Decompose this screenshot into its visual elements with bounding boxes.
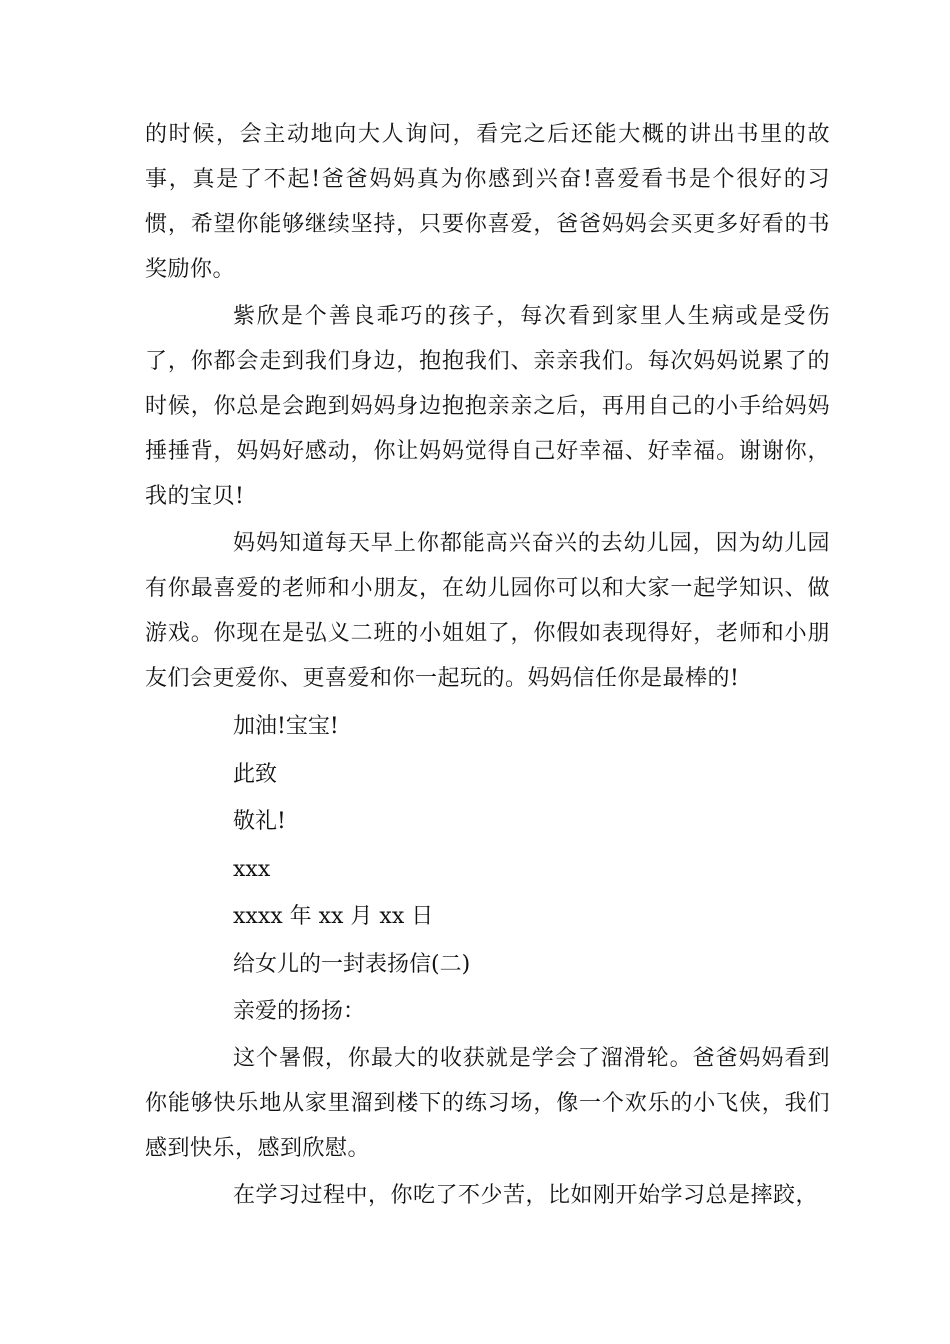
paragraph-4: 这个暑假，你最大的收获就是学会了溜滑轮。爸爸妈妈看到你能够快乐地从家里溜到楼下的练习场，像一个欢乐的小飞侠，我们感到快乐，感到欣慰。: [145, 1045, 830, 1161]
paragraph-2: 紫欣是个善良乖巧的孩子，每次看到家里人生病或是受伤了，你都会走到我们身边，抱抱我们、亲亲我们。每次妈妈说累了的时候，你总是会跑到妈妈身边抱抱亲亲之后，再用自己的小手给妈妈捶捶背，妈妈好感动，你让妈妈觉得自己好幸福、好幸福。谢谢你，我的宝贝!: [145, 304, 830, 509]
greeting-line: 亲爱的扬扬：: [233, 999, 366, 1024]
document-page: [145, 112, 830, 1220]
section-title: 给女儿的一封表扬信(二): [233, 951, 471, 977]
paragraph-1: 的时候，会主动地向大人询问，看完之后还能大概的讲出书里的故事，真是了不起!爸爸妈妈真为你感到兴奋!喜爱看书是个很好的习惯，希望你能够继续坚持，只要你喜爱，爸爸妈妈会买更多好看的书奖励你。: [145, 122, 830, 282]
paragraph-3: 妈妈知道每天早上你都能高兴奋兴的去幼儿园，因为幼儿园有你最喜爱的老师和小朋友，在幼儿园你可以和大家一起学知识、做游戏。你现在是弘义二班的小姐姐了，你假如表现得好，老师和小朋友们会更爱你、更喜爱和你一起玩的。妈妈信任你是最棒的!: [145, 531, 830, 691]
cheer-line: 加油!宝宝!: [233, 714, 339, 739]
paragraph-5: 在学习过程中，你吃了不少苦，比如刚开始学习总是摔跤，: [233, 1182, 819, 1208]
closing-line: 此致: [233, 761, 278, 787]
date-line: xxxx 年 xx 月 xx 日: [233, 904, 434, 929]
signature-line: xxx: [233, 856, 271, 882]
salute-line: 敬礼!: [233, 809, 286, 834]
